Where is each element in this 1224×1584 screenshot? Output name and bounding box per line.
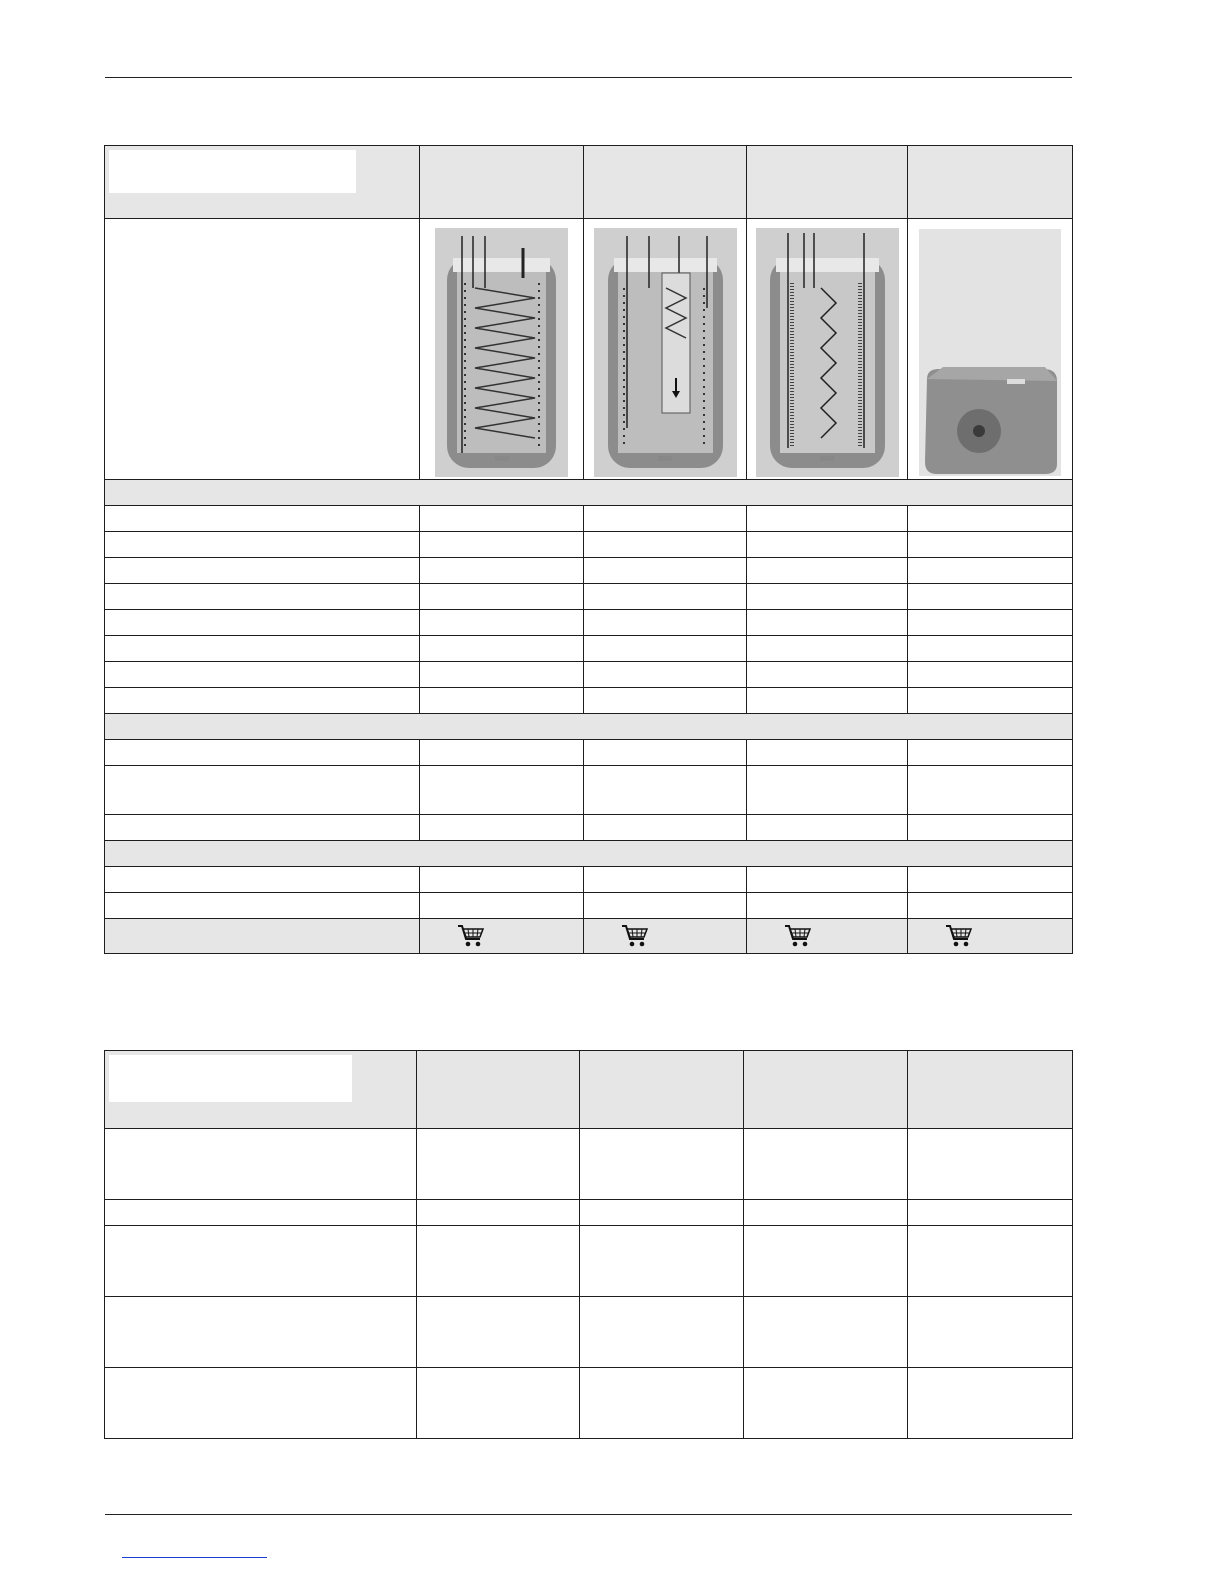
- table-cell: [584, 740, 747, 766]
- cart-icon[interactable]: [784, 924, 812, 948]
- table-cell: [747, 532, 908, 558]
- heat-pump-unit-icon: [919, 229, 1061, 476]
- table-cell: [584, 766, 747, 815]
- table-cell: [908, 662, 1073, 688]
- table-row: [105, 1368, 1073, 1439]
- table-cell: [580, 1368, 744, 1439]
- section-row-2: [105, 714, 1073, 740]
- table1-header-col-3: [747, 146, 908, 219]
- section-1-cell: [105, 480, 1073, 506]
- table-cell: [420, 867, 584, 893]
- table-cell: [908, 867, 1073, 893]
- tank-cutaway-double-wall-icon: [756, 228, 899, 477]
- product-image-cell-2: [584, 219, 747, 480]
- tank-cutaway-inner-tank-icon: [594, 228, 737, 477]
- table-cell: [420, 688, 584, 714]
- table-row: [105, 1129, 1073, 1200]
- product-comparison-table: [104, 145, 1073, 954]
- table-cell: [908, 688, 1073, 714]
- table-cell: [420, 558, 584, 584]
- table-cell: [744, 1226, 908, 1297]
- table-cell: [908, 1226, 1073, 1297]
- table-cell: [747, 662, 908, 688]
- footer-link-underline[interactable]: [122, 1557, 267, 1558]
- table-cell: [908, 893, 1073, 919]
- product-image-row: [105, 219, 1073, 480]
- table-cell: [908, 766, 1073, 815]
- table-cell: [584, 815, 747, 841]
- table-cell: [105, 532, 420, 558]
- table-cell: [584, 610, 747, 636]
- table-cell: [908, 636, 1073, 662]
- table-cell: [584, 506, 747, 532]
- tank-cutaway-coil-icon: [435, 228, 568, 477]
- product-image-cell-1: [420, 219, 584, 480]
- table-cell: [420, 815, 584, 841]
- table-cell: [580, 1200, 744, 1226]
- table2-header-col-3: [744, 1051, 908, 1129]
- table-row: [105, 740, 1073, 766]
- cart-row-label: [105, 919, 420, 954]
- table-cell: [105, 558, 420, 584]
- table-cell: [908, 558, 1073, 584]
- table-row: [105, 1226, 1073, 1297]
- table-row: [105, 662, 1073, 688]
- table2-header-col-2: [580, 1051, 744, 1129]
- cart-cell-2: [584, 919, 747, 954]
- table-cell: [580, 1297, 744, 1368]
- table-cell: [908, 1129, 1073, 1200]
- section-3-cell: [105, 841, 1073, 867]
- section-2-cell: [105, 714, 1073, 740]
- top-rule: [105, 77, 1072, 78]
- table-cell: [105, 662, 420, 688]
- table-cell: [908, 1200, 1073, 1226]
- table2-header-col-4: [908, 1051, 1073, 1129]
- table-cell: [105, 1200, 417, 1226]
- table-cell: [584, 867, 747, 893]
- table-cell: [105, 815, 420, 841]
- section-row-3: [105, 841, 1073, 867]
- table2-header-col-1: [417, 1051, 580, 1129]
- table-cell: [908, 815, 1073, 841]
- table-cell: [744, 1200, 908, 1226]
- table-cell: [417, 1368, 580, 1439]
- table-cell: [105, 766, 420, 815]
- section-row-1: [105, 480, 1073, 506]
- table-cell: [744, 1368, 908, 1439]
- cart-row: [105, 919, 1073, 954]
- table-cell: [584, 584, 747, 610]
- table-cell: [747, 893, 908, 919]
- table-cell: [747, 766, 908, 815]
- table-row: [105, 1297, 1073, 1368]
- table-cell: [747, 610, 908, 636]
- table-cell: [747, 506, 908, 532]
- table-cell: [747, 584, 908, 610]
- table-cell: [420, 740, 584, 766]
- table-cell: [744, 1129, 908, 1200]
- table-row: [105, 766, 1073, 815]
- table-cell: [105, 506, 420, 532]
- table-cell: [105, 1368, 417, 1439]
- table-cell: [105, 584, 420, 610]
- table-cell: [105, 688, 420, 714]
- table-cell: [584, 662, 747, 688]
- cart-cell-4: [908, 919, 1073, 954]
- table-row: [105, 532, 1073, 558]
- table-cell: [420, 893, 584, 919]
- table-row: [105, 636, 1073, 662]
- table-cell: [105, 867, 420, 893]
- table2-header-row: [105, 1051, 1073, 1129]
- table-cell: [105, 636, 420, 662]
- table-cell: [105, 1226, 417, 1297]
- table-row: [105, 815, 1073, 841]
- table-cell: [420, 766, 584, 815]
- table-cell: [747, 558, 908, 584]
- table2-header-label-cell: [105, 1051, 417, 1129]
- table-cell: [908, 506, 1073, 532]
- table-row: [105, 506, 1073, 532]
- table-cell: [584, 688, 747, 714]
- table-cell: [584, 893, 747, 919]
- table-cell: [908, 610, 1073, 636]
- table-cell: [584, 532, 747, 558]
- table-cell: [417, 1297, 580, 1368]
- table1-header-col-1: [420, 146, 584, 219]
- table-cell: [105, 740, 420, 766]
- table-cell: [420, 610, 584, 636]
- table-row: [105, 1200, 1073, 1226]
- table-cell: [105, 893, 420, 919]
- table-row: [105, 558, 1073, 584]
- table-row: [105, 610, 1073, 636]
- table-cell: [105, 1129, 417, 1200]
- table-cell: [744, 1297, 908, 1368]
- product-image-cell-3: [747, 219, 908, 480]
- table-cell: [747, 636, 908, 662]
- table-cell: [420, 506, 584, 532]
- table-cell: [580, 1129, 744, 1200]
- table-cell: [105, 610, 420, 636]
- table-cell: [420, 532, 584, 558]
- table-row: [105, 584, 1073, 610]
- table-cell: [908, 532, 1073, 558]
- table-cell: [747, 815, 908, 841]
- product-image-cell-4: [908, 219, 1073, 480]
- table1-header-col-4: [908, 146, 1073, 219]
- table-cell: [747, 688, 908, 714]
- cart-cell-1: [420, 919, 584, 954]
- cart-cell-3: [747, 919, 908, 954]
- table-cell: [420, 584, 584, 610]
- table-cell: [417, 1200, 580, 1226]
- table-cell: [584, 558, 747, 584]
- bottom-rule: [105, 1514, 1072, 1515]
- table-cell: [417, 1226, 580, 1297]
- table-cell: [908, 584, 1073, 610]
- cart-icon[interactable]: [945, 924, 973, 948]
- secondary-comparison-table: [104, 1050, 1073, 1439]
- table-cell: [420, 636, 584, 662]
- table-cell: [908, 1297, 1073, 1368]
- cart-icon[interactable]: [621, 924, 649, 948]
- table1-header-col-2: [584, 146, 747, 219]
- table-cell: [908, 1368, 1073, 1439]
- table-cell: [417, 1129, 580, 1200]
- table1-header-row: [105, 146, 1073, 219]
- table1-header-label-cell: [105, 146, 420, 219]
- table-row: [105, 688, 1073, 714]
- table-cell: [420, 662, 584, 688]
- image-row-label: [105, 219, 420, 480]
- table-cell: [747, 740, 908, 766]
- table-cell: [580, 1226, 744, 1297]
- table-row: [105, 893, 1073, 919]
- table-cell: [908, 740, 1073, 766]
- table-row: [105, 867, 1073, 893]
- table-cell: [747, 867, 908, 893]
- table-cell: [584, 636, 747, 662]
- table-cell: [105, 1297, 417, 1368]
- cart-icon[interactable]: [457, 924, 485, 948]
